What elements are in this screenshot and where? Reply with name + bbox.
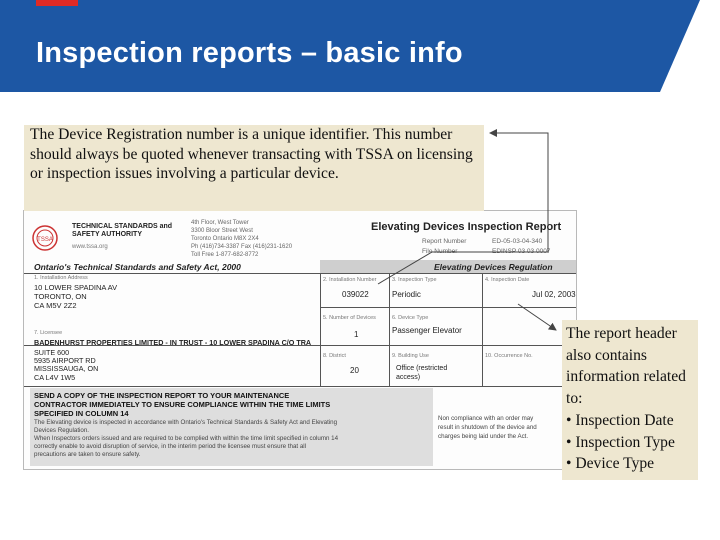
org-line1: TECHNICAL STANDARDS and <box>72 223 173 230</box>
device-reg-value: 039022 <box>342 290 369 299</box>
district-value: 20 <box>350 366 359 375</box>
body-line-3: When Inspectors orders issued and are required to be complied with within the time limit specified in column 14 <box>34 435 339 442</box>
report-number-label: Report Number <box>422 238 467 245</box>
num-devices-label: 5. Number of Devices <box>323 315 376 321</box>
installation-address-label: 1. Installation Address <box>34 275 88 281</box>
body-line-4: correctly enable to avoid disruption of service, in the interim period the licensee must ensure that all <box>34 443 307 450</box>
inspection-date-label: 4. Inspection Date <box>485 277 530 283</box>
arrow-to-registration <box>378 133 551 284</box>
notice-line-1: SEND A COPY OF THE INSPECTION REPORT TO YOUR MAINTENANCE <box>34 391 290 400</box>
registration-callout: The Device Registration number is a unique identifier. This number should always be quoted whenever transacting with TSSA on licensing or inspection issues involving a particular device. <box>24 125 484 211</box>
bullet-inspection-type: • Inspection Type <box>566 433 675 451</box>
inspection-date-value: Jul 02, 2003 <box>532 290 576 299</box>
building-use-value-1: Office (restricted <box>396 365 448 372</box>
arrow-to-report-header <box>518 304 556 330</box>
inspection-type-label: 3. Inspection Type <box>392 277 437 283</box>
org-line2: SAFETY AUTHORITY <box>72 231 143 238</box>
device-type-value: Passenger Elevator <box>392 326 462 335</box>
file-number-value: EDINSP 03 03 0007 <box>492 248 551 255</box>
occurrence-label: 10. Occurrence No. <box>485 353 533 359</box>
report-title: Elevating Devices Inspection Report <box>371 221 562 233</box>
inspection-type-value: Periodic <box>392 290 421 299</box>
report-number-value: ED-05-03-04-340 <box>492 238 543 245</box>
report-header-intro: The report header also contains information related to: <box>566 325 686 408</box>
side-line-3: charges being laid under the Act. <box>438 433 529 440</box>
addr-line4: Ph (416)734-3387 Fax (416)231-1620 <box>191 244 293 250</box>
side-line-1: Non compliance with an order may <box>438 415 534 422</box>
device-type-label: 6. Device Type <box>392 315 429 321</box>
notice-line-2: CONTRACTOR IMMEDIATELY TO ENSURE COMPLIANCE WITHIN THE TIME LIMITS <box>34 400 331 409</box>
building-use-label: 9. Building Use <box>392 353 429 359</box>
addr-line3: Toronto Ontario M8X 2X4 <box>191 236 259 242</box>
regulation-title: Elevating Devices Regulation <box>434 262 553 272</box>
installation-address-2: TORONTO, ON <box>34 292 87 301</box>
body-line-2: Devices Regulation. <box>34 427 90 434</box>
notice-line-3: SPECIFIED IN COLUMN 14 <box>34 409 129 418</box>
district-label: 8. District <box>323 353 346 359</box>
act-title: Ontario's Technical Standards and Safety Act, 2000 <box>34 262 241 272</box>
addr-line2: 3300 Bloor Street West <box>191 228 253 234</box>
file-number-label: File Number <box>422 248 458 255</box>
page-title: Inspection reports – basic info <box>36 37 463 69</box>
installation-address-3: CA M5V 2Z2 <box>34 301 77 310</box>
installation-address-1: 10 LOWER SPADINA AV <box>34 283 118 292</box>
building-use-value-2: access) <box>396 374 421 381</box>
licensee-label: 7. Licensee <box>34 330 63 336</box>
licensee-line-4: MISSISSAUGA, ON <box>34 364 99 373</box>
body-line-5: precautions are taken to ensure safety. <box>34 451 141 458</box>
licensee-line-5: CA L4V 1W5 <box>34 373 76 382</box>
num-devices-value: 1 <box>354 330 359 339</box>
side-line-2: result in shutdown of the device and <box>438 424 537 431</box>
seal-text: TSSA <box>37 237 53 243</box>
licensee-line-1: BADENHURST PROPERTIES LIMITED - IN TRUST - 10 LOWER SPADINA C/O TRA <box>34 338 312 347</box>
addr-line5: Toll Free 1-877-682-8772 <box>191 252 259 258</box>
licensee-line-2: SUITE 600 <box>34 348 70 357</box>
device-reg-label: 2. Installation Number <box>323 277 377 283</box>
body-line-1: The Elevating device is inspected in accordance with Ontario's Technical Standards & Safety Act and Elevating <box>34 419 338 426</box>
licensee-line-3: 5935 AIRPORT RD <box>34 356 96 365</box>
bullet-inspection-date: • Inspection Date <box>566 411 674 429</box>
bullet-device-type: • Device Type <box>566 455 655 473</box>
addr-line1: 4th Floor, West Tower <box>191 220 249 226</box>
org-web: www.tssa.org <box>72 244 108 250</box>
